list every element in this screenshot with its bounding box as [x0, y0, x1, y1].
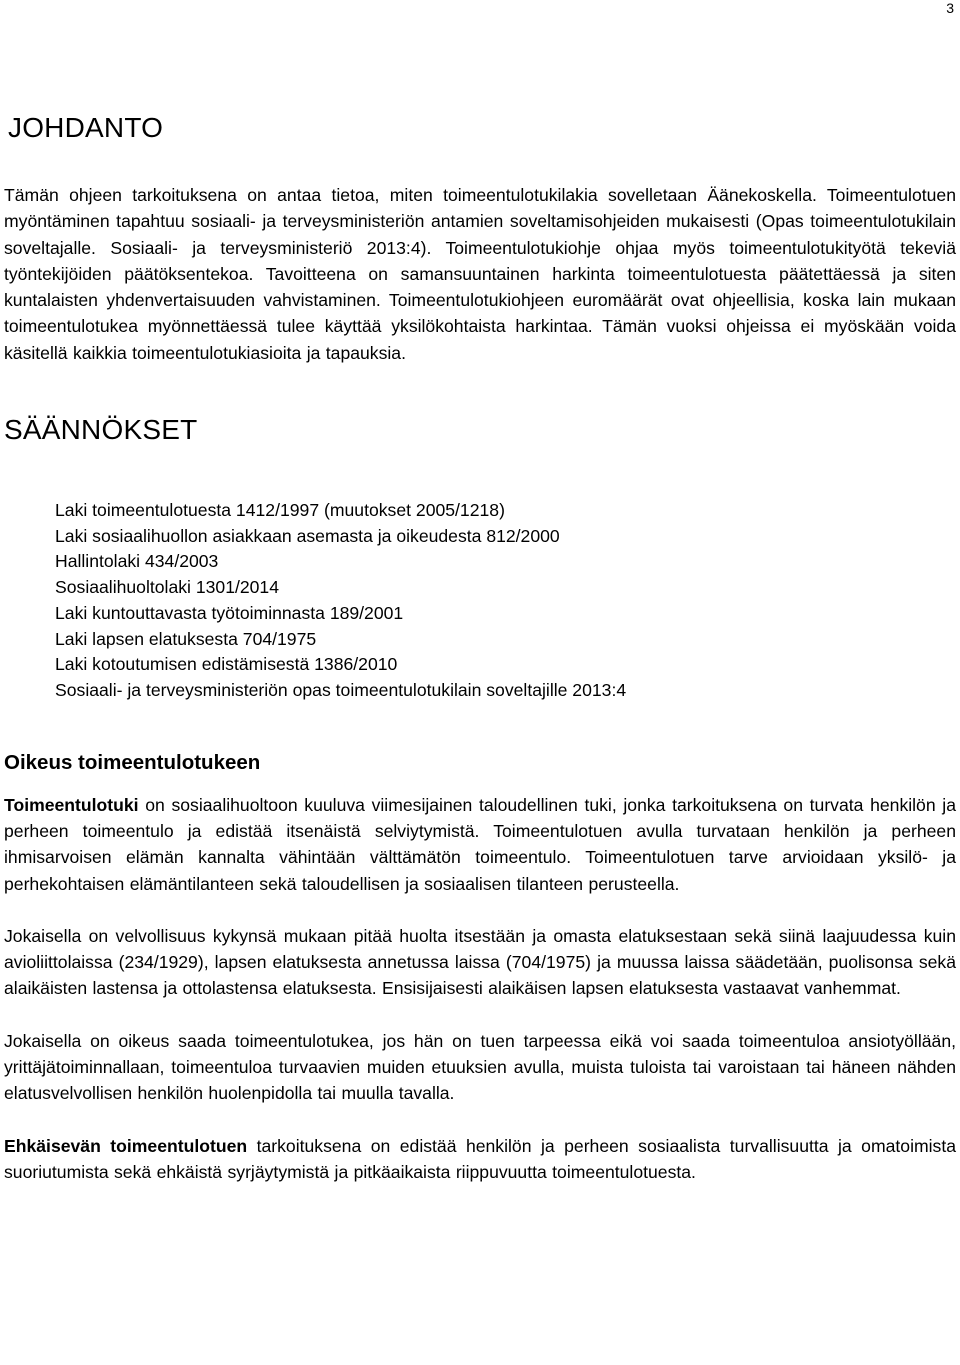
rights-paragraph-4 [4, 1133, 956, 1186]
page-number: 3 [946, 0, 954, 16]
law-item: Laki sosiaalihuollon asiakkaan asemasta ja oikeudesta 812/2000 [55, 525, 560, 546]
rights-paragraph-3: Jokaisella on oikeus saada toimeentulotukea, jos hän on tuen tarpeessa eikä voi saada toimeentuloa ansiotyöllään, yrittäjätoiminnallaan, toimeentuloa turvaavien muiden etuuksien avulla, muista tuloista tai varoistaan tai häneen nähden elatusvelvollisen henkilön huolenpidolla tai muulla tavalla. [4, 1030, 956, 1104]
intro-paragraph: Tämän ohjeen tarkoituksena on antaa tietoa, miten toimeentulotukilakia sovelletaan Äänekoskella. Toimeentulotuen myöntäminen tapahtuu sosiaali- ja terveysministeriön antamien soveltamisohjeiden mukaisesti (Opas toimeentulotukilain soveltajalle. Sosiaali- ja terveysministeriö 2013:4). Toimeentulotukiohje ohjaa myös toimeentulotukityötä tekeviä työntekijöiden päätöksentekoa. Tavoitteena on samansuuntainen harkinta toimeentulotuesta päätettäessä ja siten kuntalaisten yhdenvertaisuuden vahvistaminen. Toimeentulotukiohjeen euromäärät ovat ohjeellisia, koska lain mukaan toimeentulotukea myönnettäessä tulee käyttää yksilökohtaista harkintaa. Tämän vuoksi ohjeissa ei myöskään voida käsitellä kaikkia toimeentulotukiasioita ja tapauksia. [4, 185, 956, 363]
law-item: Sosiaalihuoltolaki 1301/2014 [55, 577, 280, 598]
rights-paragraph-1-text: on sosiaalihuoltoon kuuluva viimesijainen taloudellinen tuki, jonka tarkoituksena on turvata henkilön ja perheen toimeentulo ja edistää itsenäistä selviytymistä. Toimeentulotuen avulla turvataan henkilön ja perheen ihmisarvoisen elämän kannalta vähintään välttämätön toimeentulo. Toimeentulotuen tarve arvioidaan yksilö- ja perhekohtaisen elämäntilanteen sekä taloudellisen ja sosiaalisen tilanteen perusteella. [4, 794, 956, 894]
term-ehkaiseva: Ehkäisevän toimeentulotuen [4, 1135, 248, 1156]
rights-paragraph-2: Jokaisella on velvollisuus kykynsä mukaan pitää huolta itsestään ja omasta elatuksestaan sekä siinä laajuudessa kuin avioliittolaissa (234/1929), lapsen elatuksesta annetussa laissa (704/1975) ja muussa laissa säädetään, puolisonsa sekä alaikäisten lastensa ja ottolastensa elatuksesta. Ensisijaisesti alaikäisen lapsen elatuksesta vastaavat vanhemmat. [4, 925, 956, 999]
term-toimeentulotuki: Toimeentulotuki [4, 794, 139, 815]
document-body [4, 112, 956, 1185]
rights-heading: Oikeus toimeentulotukeen [4, 750, 261, 774]
rights-paragraph-4-text: tarkoituksena on edistää henkilön ja perheen sosiaalista turvallisuutta ja omatoimista suoriutumista sekä ehkäistä syrjäytymistä ja pitkäaikaista riippuvuutta toimeentulotuesta. [4, 1135, 957, 1182]
rights-paragraph-1 [4, 792, 956, 897]
regulations-heading: SÄÄNNÖKSET [4, 414, 198, 446]
law-item: Laki lapsen elatuksesta 704/1975 [55, 628, 317, 649]
law-item: Laki toimeentulotuesta 1412/1997 (muutokset 2005/1218) [55, 500, 505, 521]
law-item: Laki kotoutumisen edistämisestä 1386/2010 [55, 654, 398, 675]
law-list [4, 498, 956, 704]
intro-heading: JOHDANTO [8, 112, 164, 143]
law-item: Hallintolaki 434/2003 [55, 551, 219, 572]
law-item: Laki kuntouttavasta työtoiminnasta 189/2001 [55, 602, 404, 623]
law-item: Sosiaali- ja terveysministeriön opas toimeentulotukilain soveltajille 2013:4 [55, 680, 627, 700]
